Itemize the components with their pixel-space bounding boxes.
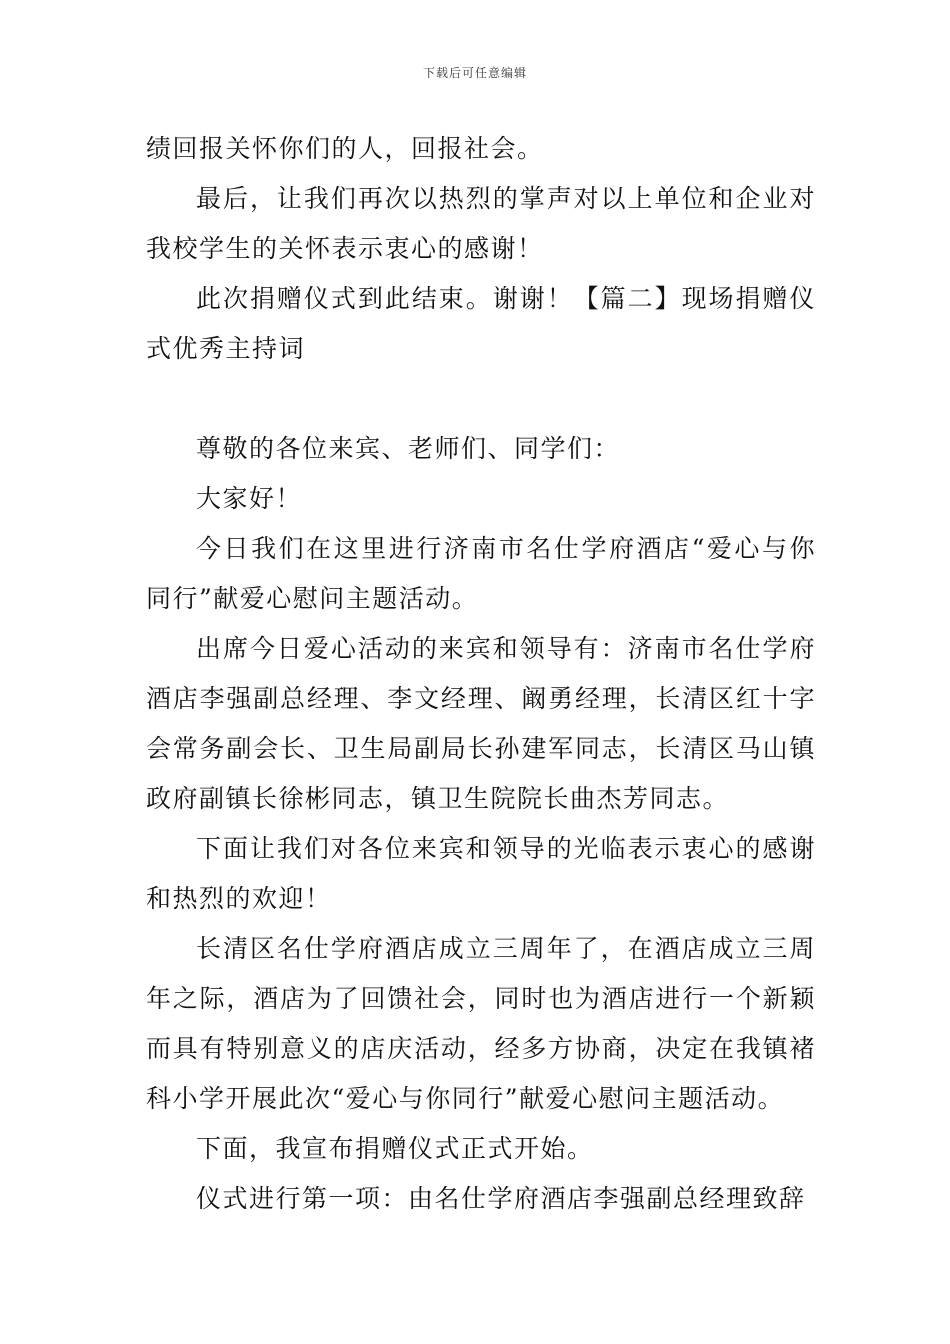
paragraph-welcome: 下面让我们对各位来宾和领导的光临表示衷心的感谢和热烈的欢迎！ xyxy=(146,834,816,913)
paragraph-greeting-guests: 尊敬的各位来宾、老师们、同学们： xyxy=(196,434,621,463)
section-spacer xyxy=(146,374,816,424)
paragraph-hello: 大家好！ xyxy=(196,484,303,513)
paragraph-closing-section-title: 此次捐赠仪式到此结束。谢谢！【篇二】现场捐赠仪式优秀主持词 xyxy=(146,284,816,363)
paragraph-ceremony-start: 下面，我宣布捐赠仪式正式开始。 xyxy=(196,1134,594,1163)
paragraph-attendees: 出席今日爱心活动的来宾和领导有：济南市名仕学府酒店李强副总经理、李文经理、阚勇经理，长清区红十字会常务副会长、卫生局副局长孙建军同志，长清区马山镇政府副镇长徐彬同志，镇卫生院院长曲杰芳同志。 xyxy=(146,634,816,813)
paragraph-first-item: 仪式进行第一项：由名仕学府酒店李强副总经理致辞 xyxy=(196,1184,806,1213)
paragraph-continuation: 绩回报关怀你们的人，回报社会。 xyxy=(146,134,544,163)
paragraph-background: 长清区名仕学府酒店成立三周年了，在酒店成立三周年之际，酒店为了回馈社会，同时也为酒店进行一个新颖而具有特别意义的店庆活动，经多方协商，决定在我镇褚科小学开展此次“爱心与你同行”献爱心慰问主题活动。 xyxy=(146,934,816,1113)
paragraph-thanks: 最后，让我们再次以热烈的掌声对以上单位和企业对我校学生的关怀表示衷心的感谢！ xyxy=(146,184,816,263)
document-body xyxy=(146,124,816,1224)
paragraph-event-intro: 今日我们在这里进行济南市名仕学府酒店“爱心与你同行”献爱心慰问主题活动。 xyxy=(146,534,816,613)
page-header: 下载后可任意编辑 xyxy=(422,66,527,80)
